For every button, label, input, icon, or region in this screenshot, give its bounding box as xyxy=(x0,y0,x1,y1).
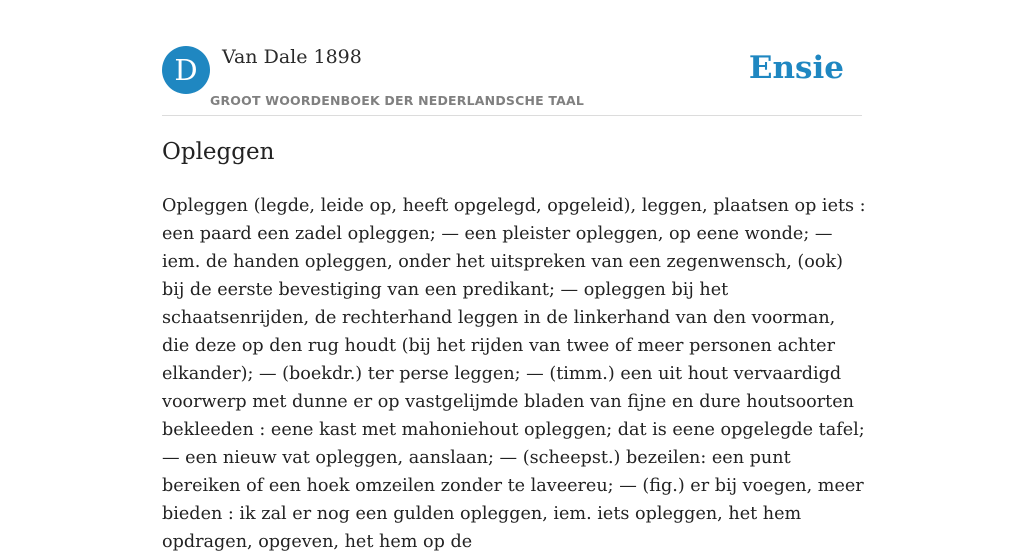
header xyxy=(162,46,862,116)
brand-logo[interactable]: Ensie xyxy=(748,50,844,86)
source-logo-badge[interactable]: D xyxy=(162,46,210,94)
entry-definition: Opleggen (legde, leide op, heeft opgelegd, opgeleid), leggen, plaatsen op iets : een paard een zadel opleggen; — een pleister opleggen, op eene wonde; — iem. de handen opleggen, onder het uitspreken van een zegenwensch, (ook) bij de eerste bevestiging van een predikant; — opleggen bij het schaatsenrijden, de rechterhand leggen in de linkerhand van den voorman, die deze op den rug houdt (bij het rijden van twee of meer personen achter elkander); — (boekdr.) ter perse leggen; — (timm.) een uit hout vervaardigd voorwerp met dunne er op vastgelijmde bladen van fijne en dure houtsoorten bekleeden : eene kast met mahoniehout opleggen; dat is eene opgelegde tafel; — een nieuw vat opleggen, aanslaan; — (scheepst.) bezeilen: een punt bereiken of een hoek omzeilen zonder te laveereu; — (fig.) er bij voegen, meer bieden : ik zal er nog een gulden opleggen, iem. iets opleggen, het hem opdragen, opgeven, het hem op de xyxy=(162,196,866,552)
source-subtitle: GROOT WOORDENBOEK DER NEDERLANDSCHE TAAL xyxy=(210,93,585,108)
entry-headword: Opleggen xyxy=(162,139,275,165)
source-title[interactable]: Van Dale 1898 xyxy=(222,46,362,68)
